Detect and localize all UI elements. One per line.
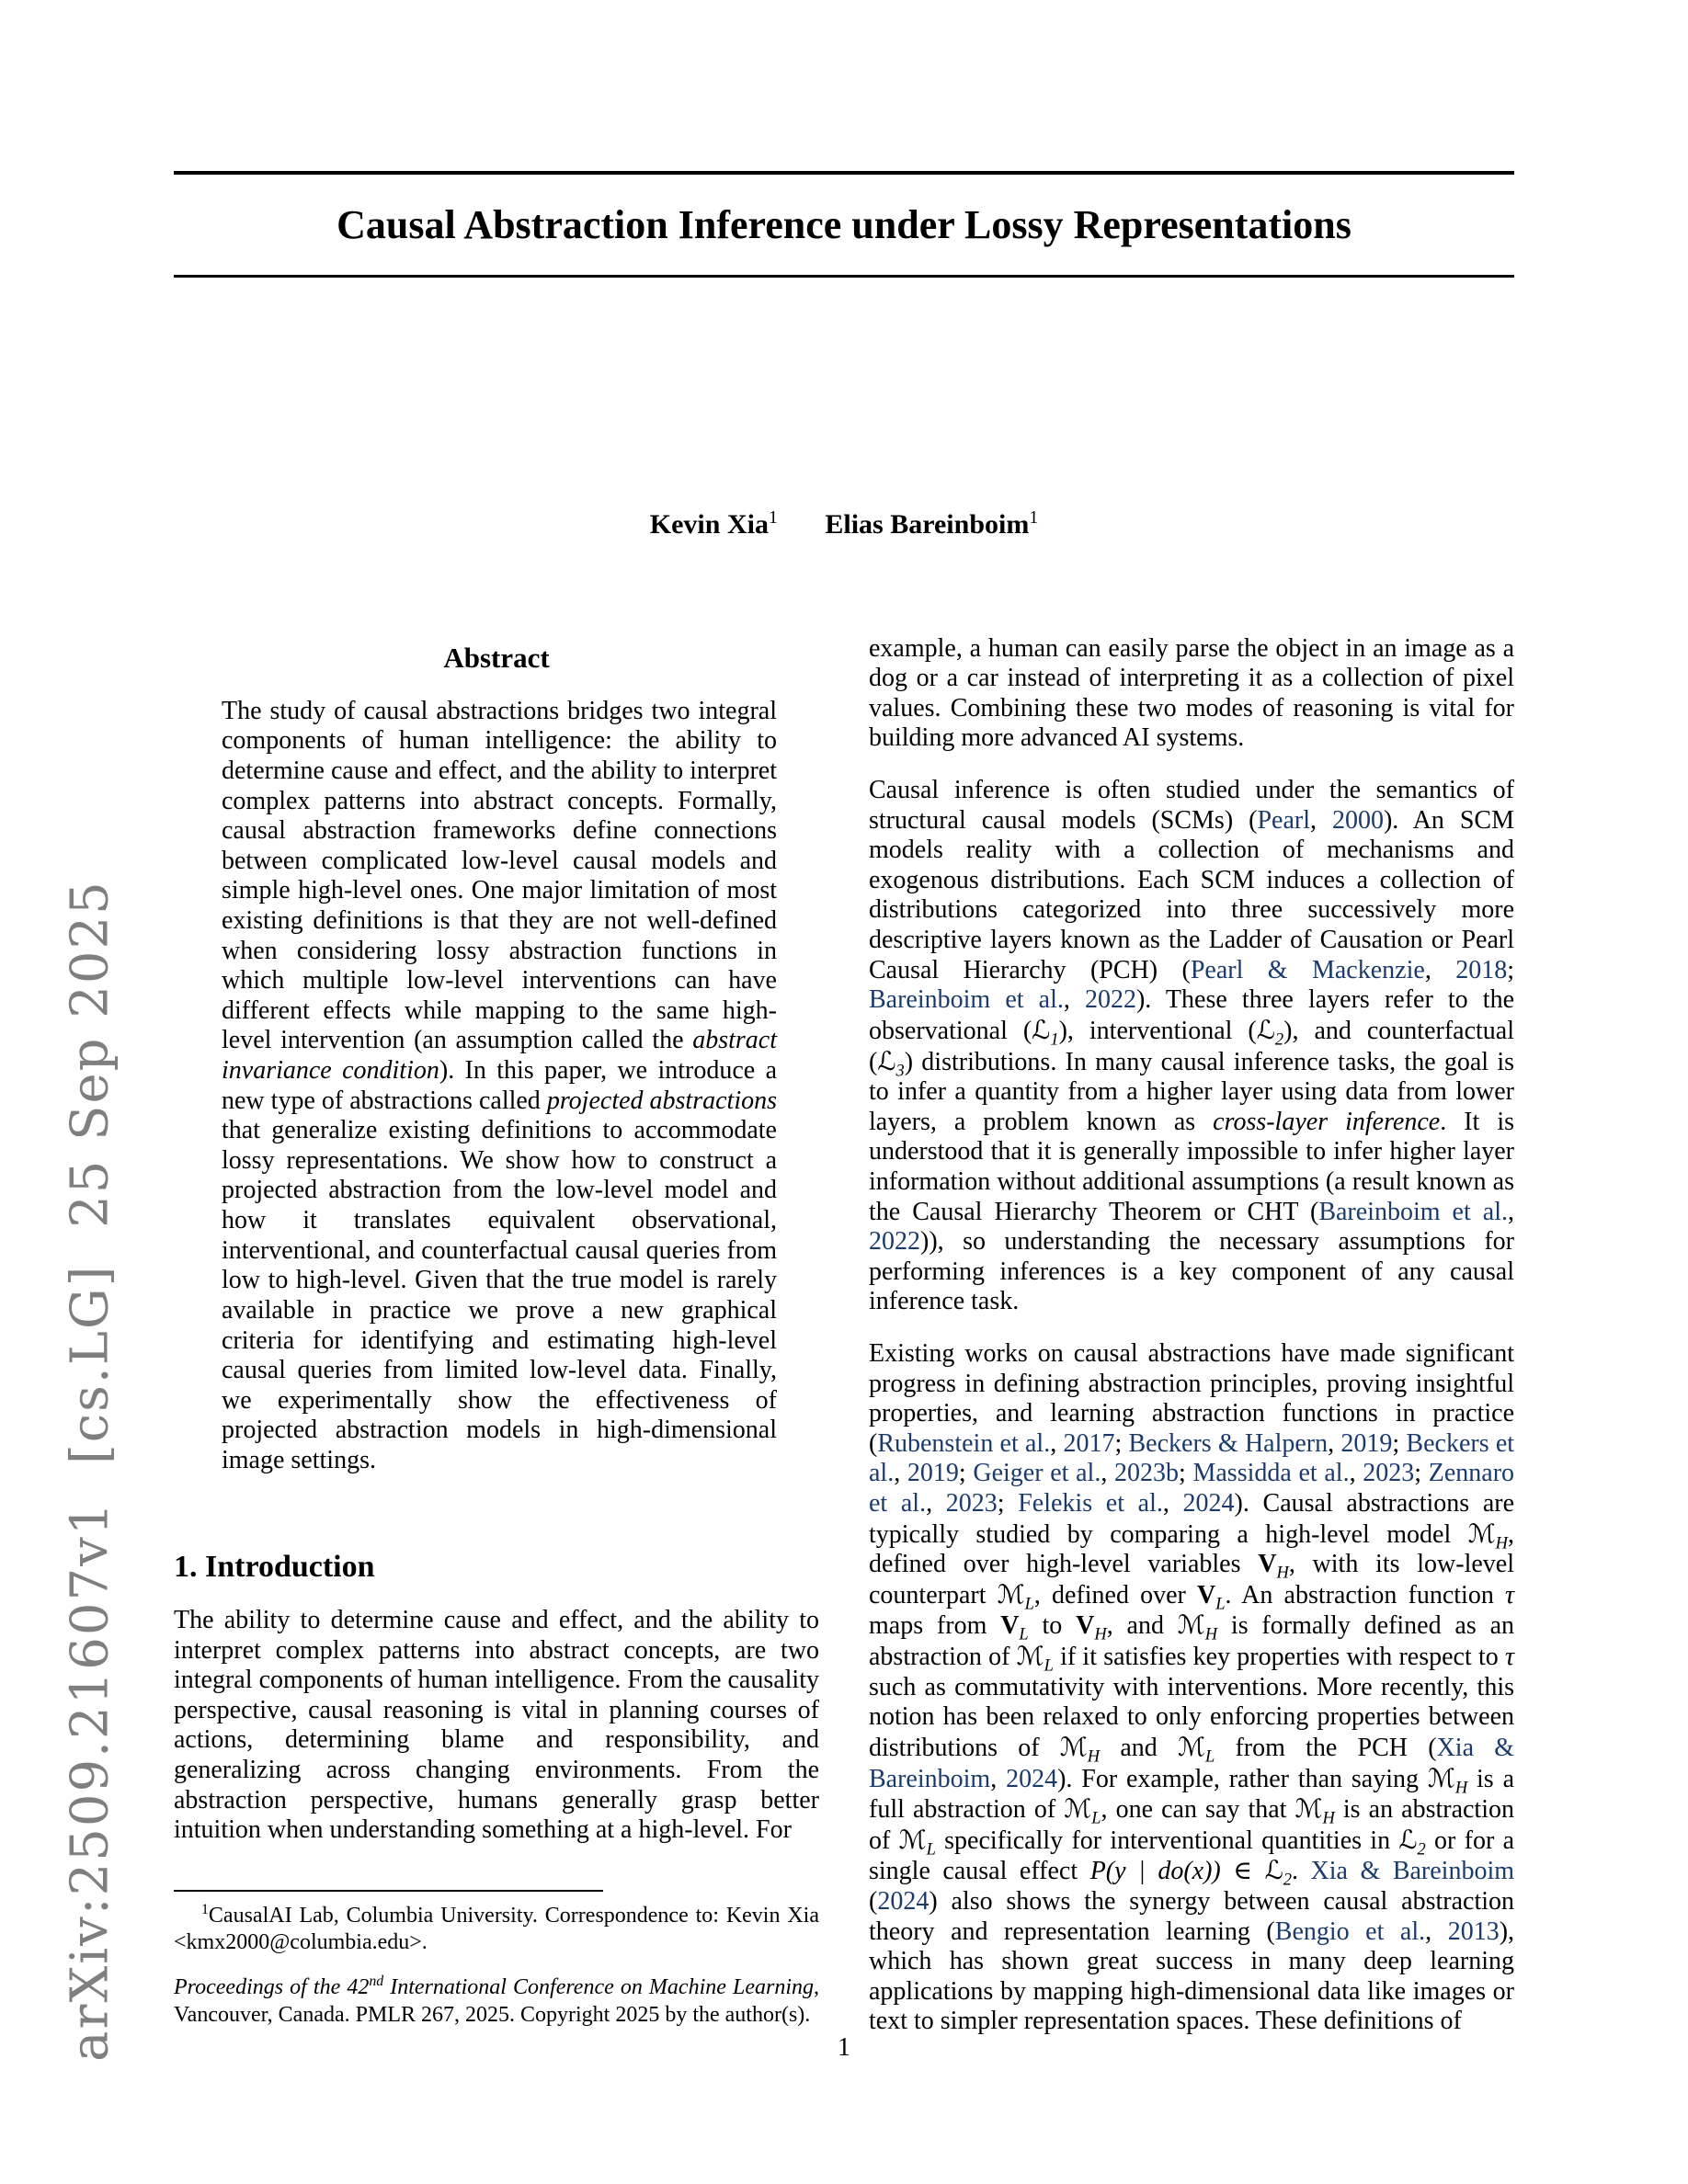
author-1 bbox=[649, 506, 778, 540]
text-segment: L bbox=[1215, 1594, 1226, 1613]
text-segment: , one can say that bbox=[1101, 1795, 1295, 1825]
author-2-affiliation-mark: 1 bbox=[1029, 506, 1039, 528]
text-segment: P(y | do(x)) ∈ bbox=[1089, 1857, 1265, 1886]
citation-link[interactable]: 2023b bbox=[1114, 1459, 1180, 1488]
text-segment: cross-layer inference bbox=[1213, 1107, 1441, 1136]
text-segment: V bbox=[1076, 1611, 1095, 1641]
text-segment: ), which has shown great success in many deep learning applications by mapping high-dimensional data like images or text to simpler representation spaces. These definitions of bbox=[869, 1917, 1515, 2036]
text-segment: , bbox=[1101, 1459, 1115, 1488]
text-segment: is a full abstraction of bbox=[869, 1764, 1514, 1825]
citation-link[interactable]: Rubenstein et al. bbox=[877, 1428, 1051, 1458]
title-rule-bottom bbox=[174, 275, 1514, 278]
text-segment: . It is understood that it is generally impossible to infer higher layer information without additional assumptions (a result known as the Causal Hierarchy Theorem or CHT ( bbox=[869, 1107, 1515, 1226]
text-segment: ). Causal abstractions are typically studied by comparing a high-level model bbox=[869, 1489, 1514, 1549]
text-segment: such as commutativity with interventions. More recently, this notion has been relaxed to only enforcing properties between distributions of bbox=[869, 1672, 1514, 1762]
text-segment: is formally defined as an abstraction of bbox=[869, 1611, 1515, 1672]
text-segment: ; bbox=[1179, 1459, 1193, 1488]
text-segment: ℳ bbox=[1177, 1610, 1205, 1641]
text-segment: V bbox=[1197, 1580, 1216, 1610]
text-segment: , bbox=[1424, 955, 1456, 984]
citation-link[interactable]: 2023 bbox=[945, 1489, 998, 1519]
text-segment: ), interventional ( bbox=[1058, 1016, 1257, 1045]
column-right bbox=[869, 633, 1515, 2036]
paper-title: Causal Abstraction Inference under Lossy Representations bbox=[336, 202, 1352, 247]
footnote-proceedings bbox=[174, 1974, 819, 2029]
text-segment: CausalAI Lab, Columbia University. Correspondence to: Kevin Xia <kmx2000@columbia.edu>. bbox=[174, 1903, 819, 1955]
text-segment: ). For example, rather than saying bbox=[1057, 1764, 1428, 1793]
text-segment: specifically for interventional quantities in bbox=[935, 1826, 1399, 1855]
page-number: 1 bbox=[838, 2033, 850, 2062]
text-segment: ℳ bbox=[1177, 1731, 1205, 1762]
text-segment: , Vancouver, Canada. PMLR 267, 2025. Copyright 2025 by the author(s). bbox=[174, 1975, 819, 2027]
introduction-paragraph: The ability to determine cause and effect, and the ability to interpret complex patterns into abstract concepts, are two integral components of human intelligence. From the causality perspective, causal reasoning is vital in planning courses of actions, determining blame and responsibility, and generalizing across changing environments. From the abstraction perspective, humans generally grasp better intuition when understanding something at a high-level. For bbox=[174, 1605, 819, 1845]
text-segment: . An abstraction function bbox=[1225, 1580, 1505, 1610]
section-heading-introduction: 1. Introduction bbox=[174, 1549, 375, 1584]
text-segment: ℳ bbox=[1059, 1731, 1088, 1762]
text-segment: projected abstractions bbox=[546, 1086, 777, 1115]
text-segment: ℒ bbox=[1032, 1014, 1051, 1045]
footnote-block bbox=[174, 1868, 819, 2029]
citation-link[interactable]: Bengio et al. bbox=[1274, 1917, 1426, 1946]
text-segment: 2 bbox=[1274, 1029, 1284, 1049]
text-segment: , bbox=[1162, 1489, 1183, 1519]
text-segment: V bbox=[1000, 1611, 1020, 1641]
text-segment: ℒ bbox=[877, 1045, 896, 1076]
text-segment: to bbox=[1028, 1611, 1077, 1641]
author-2-name: Elias Bareinboim bbox=[825, 508, 1030, 540]
text-segment: , and bbox=[1106, 1611, 1178, 1641]
text-segment: , bbox=[990, 1764, 1007, 1793]
text-segment: ℳ bbox=[1295, 1793, 1323, 1825]
text-segment: H bbox=[1204, 1625, 1218, 1644]
citation-link[interactable]: Beckers & Halpern bbox=[1128, 1428, 1329, 1458]
text-segment: 1 bbox=[1050, 1029, 1059, 1049]
text-segment: ℳ bbox=[1467, 1518, 1496, 1549]
text-segment: ; bbox=[997, 1489, 1019, 1519]
text-segment: that generalize existing definitions to accommodate lossy representations. We show how to construct a projected abstraction from the low-level model and how it translates equivalent observational, interventional, and counterfactual causal queries from low to high-level. Given that the true model is rarely available in practice we prove a new graphical criteria for identifying and estimating high-level causal queries from limited low-level data. Finally, we experimentally show the effectiveness of projected abstraction models in high-dimensional image settings. bbox=[222, 1116, 777, 1474]
text-segment: , bbox=[1425, 1917, 1448, 1946]
text-segment: τ bbox=[1504, 1580, 1514, 1610]
text-segment: , defined over bbox=[1033, 1580, 1198, 1610]
citation-link[interactable]: Bareinboim et al. bbox=[869, 985, 1064, 1015]
citation-link[interactable]: Pearl bbox=[1257, 805, 1310, 835]
text-segment: ℒ bbox=[1256, 1014, 1275, 1045]
text-segment: V bbox=[1258, 1550, 1277, 1579]
citation-link[interactable]: Beckers et al. bbox=[869, 1428, 1515, 1488]
text-segment: or for a single causal effect bbox=[869, 1826, 1514, 1886]
text-segment: H bbox=[1087, 1746, 1101, 1766]
text-segment: H bbox=[1495, 1533, 1508, 1553]
text-segment: , bbox=[1050, 1428, 1064, 1458]
citation-link[interactable]: Xia & Bareinboim bbox=[869, 1733, 1514, 1793]
citation-link[interactable]: Bareinboim et al. bbox=[1318, 1197, 1509, 1226]
text-segment: , bbox=[1328, 1428, 1341, 1458]
text-segment: H bbox=[1454, 1778, 1468, 1797]
paragraph bbox=[869, 1339, 1514, 2037]
abstract-heading: Abstract bbox=[443, 641, 550, 674]
text-segment: from the PCH ( bbox=[1215, 1733, 1437, 1762]
text-segment: ℳ bbox=[898, 1824, 927, 1855]
text-segment: ℳ bbox=[997, 1578, 1025, 1610]
text-segment: maps from bbox=[869, 1611, 1001, 1641]
text-segment: and bbox=[1100, 1733, 1178, 1762]
text-segment: ; bbox=[1114, 1428, 1129, 1458]
text-segment: ), and counterfactual ( bbox=[869, 1016, 1514, 1076]
text-segment: 1 bbox=[201, 1901, 209, 1917]
authors-line bbox=[174, 507, 1514, 542]
text-segment: L bbox=[1019, 1625, 1029, 1644]
citation-link[interactable]: Xia & Bareinboim bbox=[1310, 1857, 1515, 1886]
citation-link[interactable]: 2000 bbox=[1331, 805, 1384, 835]
paper-content bbox=[174, 0, 1515, 2036]
text-segment: , bbox=[1063, 985, 1085, 1015]
text-segment: H bbox=[1322, 1808, 1335, 1827]
text-segment: H bbox=[1094, 1625, 1107, 1644]
citation-link[interactable]: 2024 bbox=[1006, 1764, 1058, 1793]
column-left bbox=[174, 634, 819, 2027]
text-segment: , bbox=[1508, 1197, 1515, 1226]
text-segment: L bbox=[1044, 1655, 1054, 1675]
citation-link[interactable]: 2023 bbox=[1363, 1459, 1415, 1488]
text-segment: Existing works on causal abstractions have made significant progress in defining abstraction principles, proving insightful properties, and learning abstraction functions in practice ( bbox=[869, 1339, 1514, 1458]
text-segment: L bbox=[1091, 1808, 1101, 1827]
text-segment: L bbox=[1204, 1746, 1215, 1766]
text-segment: ). These three layers refer to the observational ( bbox=[869, 985, 1515, 1045]
text-segment: L bbox=[926, 1839, 936, 1859]
text-segment: abstract invariance condition bbox=[222, 1026, 777, 1086]
text-segment: 3 bbox=[895, 1061, 905, 1080]
text-segment: Causal inference is often studied under the semantics of structural causal models (SCMs) ( bbox=[869, 776, 1514, 835]
paragraph bbox=[869, 776, 1514, 1317]
arxiv-watermark: arXiv:2509.21607v1 [cs.LG] 25 Sep 2025 bbox=[60, 880, 120, 2062]
text-segment: , defined over high-level variables bbox=[869, 1519, 1514, 1579]
citation-link[interactable]: 2013 bbox=[1447, 1917, 1500, 1946]
text-segment: ; bbox=[1414, 1459, 1429, 1488]
text-segment: , bbox=[926, 1489, 946, 1519]
citation-link[interactable]: 2019 bbox=[907, 1459, 959, 1488]
citation-link[interactable]: 2022 bbox=[1084, 985, 1136, 1015]
text-segment: ℒ bbox=[1398, 1824, 1418, 1855]
text-segment: ℳ bbox=[1427, 1762, 1455, 1793]
citation-link[interactable]: 2017 bbox=[1063, 1428, 1115, 1458]
abstract-text bbox=[174, 697, 819, 1476]
author-2 bbox=[825, 506, 1039, 540]
text-segment: ). In this paper, we introduce a new type of abstractions called bbox=[222, 1056, 777, 1115]
citation-link[interactable]: Zennaro et al. bbox=[869, 1459, 1515, 1519]
citation-link[interactable]: Geiger et al. bbox=[973, 1459, 1101, 1488]
text-segment: . bbox=[1291, 1857, 1311, 1886]
author-1-name: Kevin Xia bbox=[649, 508, 769, 540]
text-segment: International Conference on Machine Learning bbox=[383, 1975, 814, 2000]
text-segment: ℳ bbox=[1064, 1793, 1092, 1825]
text-segment: ). An SCM models reality with a collection of mechanisms and exogenous distributions. Each SCM induces a collection of distributions categorized into three successively more descriptive layers known as the Ladder of Causation or Pearl Causal Hierarchy (PCH) ( bbox=[869, 805, 1515, 984]
text-segment: , bbox=[1349, 1459, 1363, 1488]
title-rule-top bbox=[174, 171, 1514, 175]
text-segment: ℒ bbox=[1264, 1855, 1283, 1886]
citation-link[interactable]: 2024 bbox=[1182, 1489, 1235, 1519]
text-segment: ℳ bbox=[1016, 1641, 1044, 1672]
text-segment: Proceedings of the 42 bbox=[174, 1975, 370, 2000]
citation-link[interactable]: Massidda et al. bbox=[1192, 1459, 1350, 1488]
citation-link[interactable]: 2024 bbox=[877, 1886, 930, 1916]
footnote-rule bbox=[174, 1890, 603, 1892]
text-segment: , with its low-level counterpart bbox=[869, 1550, 1514, 1610]
text-segment: nd bbox=[369, 1974, 384, 1990]
text-segment: 2 bbox=[1283, 1870, 1292, 1889]
citation-link[interactable]: 2018 bbox=[1455, 955, 1508, 984]
paragraph bbox=[869, 634, 1514, 754]
footnote-affiliation bbox=[174, 1903, 819, 1957]
text-segment: ; bbox=[958, 1459, 974, 1488]
citation-link[interactable]: Felekis et al. bbox=[1018, 1489, 1163, 1519]
text-segment: example, a human can easily parse the object in an image as a dog or a car instead of interpreting it as a collection of pixel values. Combining these two modes of reasoning is vital for building more advanced AI systems. bbox=[869, 633, 1514, 753]
text-segment: ; bbox=[1392, 1428, 1407, 1458]
two-column-body bbox=[174, 633, 1515, 2036]
text-segment: if it satisfies key properties with respect to bbox=[1053, 1643, 1505, 1672]
text-segment: τ bbox=[1504, 1643, 1514, 1672]
text-segment: , bbox=[1309, 805, 1332, 835]
text-segment: ) also shows the synergy between causal abstraction theory and representation learning ( bbox=[869, 1886, 1514, 1946]
citation-link[interactable]: 2019 bbox=[1340, 1428, 1393, 1458]
text-segment: ; bbox=[1507, 955, 1515, 984]
citation-link[interactable]: Pearl & Mackenzie bbox=[1190, 955, 1425, 984]
text-segment: ( bbox=[869, 1886, 878, 1916]
text-segment: ) distributions. In many causal inference tasks, the goal is to infer a quantity from a higher layer using data from lower layers, a problem known as bbox=[869, 1047, 1514, 1136]
text-segment: H bbox=[1276, 1563, 1289, 1582]
author-1-affiliation-mark: 1 bbox=[768, 506, 778, 528]
text-segment: )), so understanding the necessary assumptions for performing inferences is a key component of any causal inference task. bbox=[869, 1227, 1514, 1316]
citation-link[interactable]: 2022 bbox=[869, 1227, 920, 1257]
text-segment: is an abstraction of bbox=[869, 1795, 1514, 1855]
text-segment: L bbox=[1024, 1594, 1034, 1613]
text-segment: The study of causal abstractions bridges two integral components of human intelligence: the ability to determine cause and effect, and the ability to interpret complex patterns into abstract concepts. Formally, causal abstraction frameworks define connections between complicated low-level causal models and simple high-level ones. One major limitation of most existing definitions is that they are not well-defined when considering lossy abstraction functions in which multiple low-level interventions can have different effects while mapping to the same high-level intervention (an assumption called the bbox=[222, 696, 777, 1055]
text-segment: , bbox=[894, 1459, 907, 1488]
text-segment: 2 bbox=[1417, 1839, 1426, 1859]
